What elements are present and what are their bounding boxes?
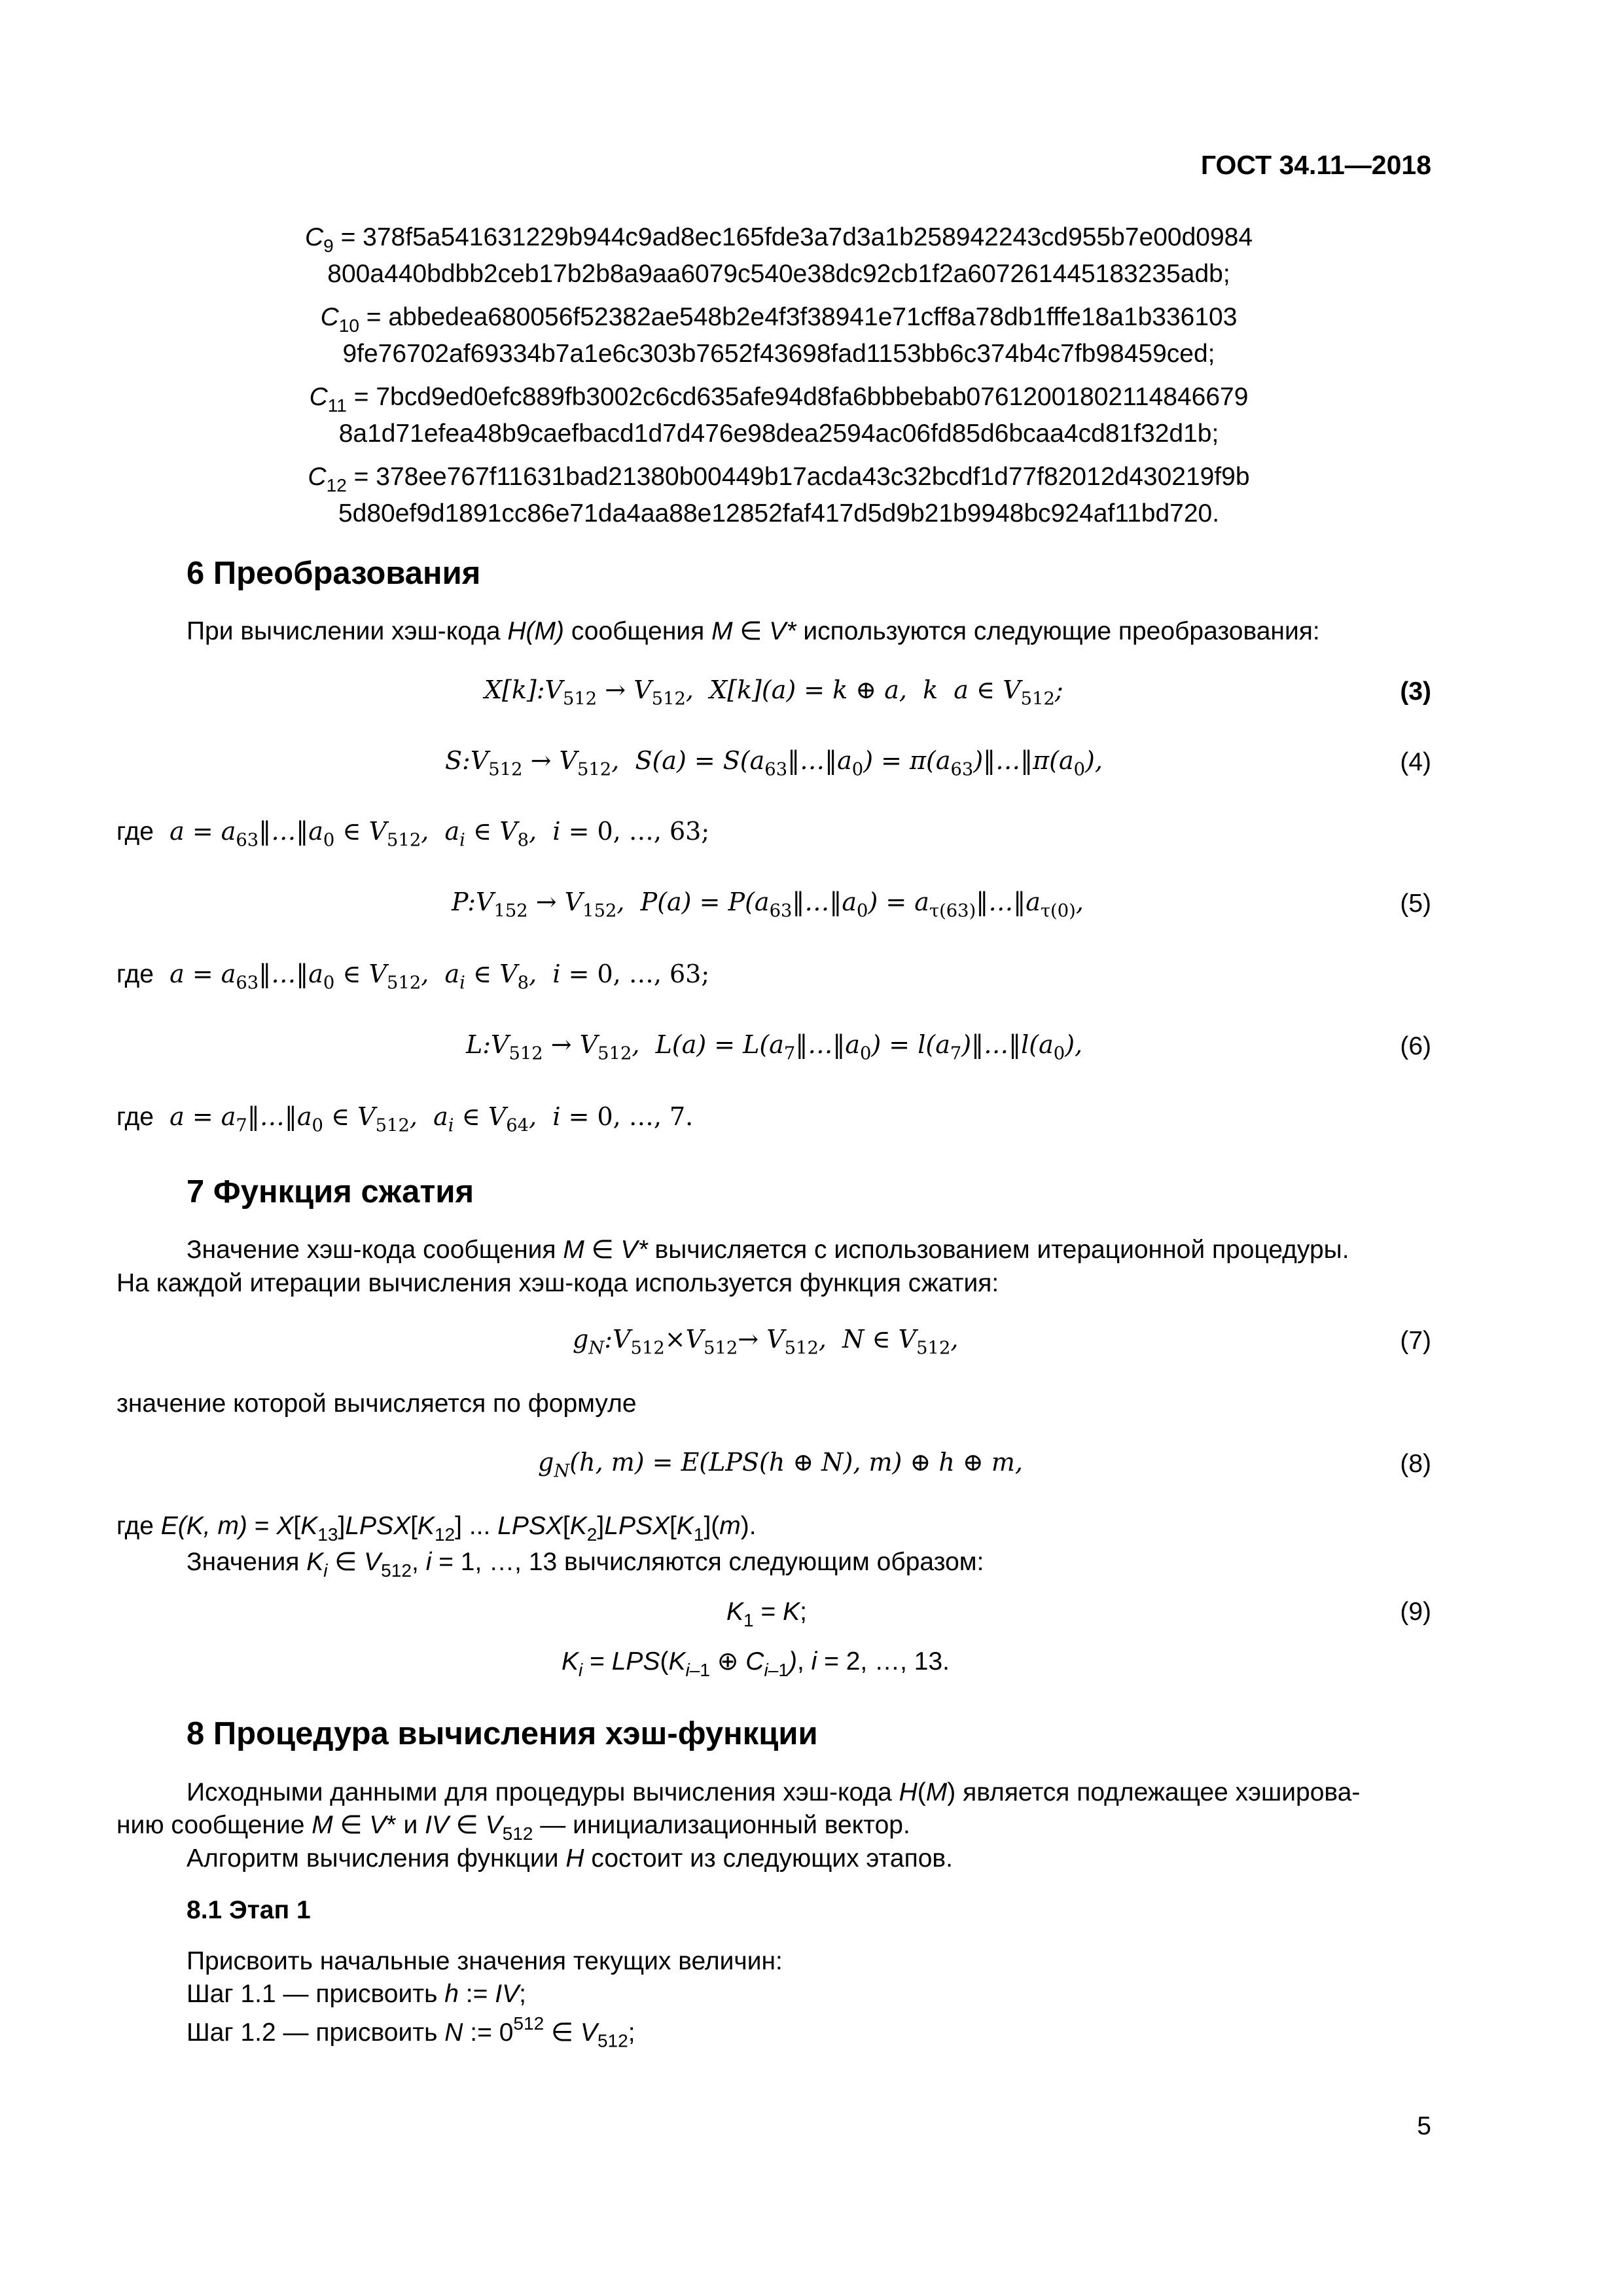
equation-7-number: (7) bbox=[1400, 1327, 1431, 1355]
equation-8-where: где E(K, $m) = X[K_{13}]LPSX[K_{12}]$ ... $LPSX[K_2]LPSX[K_1](m)$. bbox=[116, 1512, 757, 1545]
equation-5-where: где $a = a_{63}‖\dots‖a_0$ ∈ $V_{512}$, $a_i$ ∈ $V_8$, i = 0, …, 63; bbox=[116, 960, 710, 994]
document-header: ГОСТ 34.11—2018 bbox=[1200, 150, 1431, 180]
subsection-8-1-title: 8.1 Этап 1 bbox=[187, 1896, 311, 1924]
section-7-paragraph-line2: На каждой итерации вычисления хэш-кода используется функция сжатия: bbox=[116, 1269, 999, 1297]
equation-9-line2: $K_i = LPS(K_{i-1}$ ⊕ $C_{i-1}$), i = 2, …, 13. bbox=[562, 1647, 950, 1680]
step-1-2: Шаг 1.2 — присвоить N := $0^{512}$ ∈ $V_{512}$; bbox=[187, 2013, 635, 2051]
keys-description: Значения $K_i$ ∈ $V_{512}$, i = 1, …, 13 вычисляются следующим образом: bbox=[187, 1548, 984, 1581]
section-6-title: 6 Преобразования bbox=[187, 556, 481, 591]
constant-c11: $C_{11}$ = 7bcd9ed0efc889fb3002c6cd635afe94d8fa6bbbebab07612001802114846679 8a1d71efea48b9caefbacd1d7d476e98dea2594ac06fd85d6bcaa4cd81f32d1b; bbox=[309, 383, 1249, 448]
section-8-title: 8 Процедура вычисления хэш-функции bbox=[187, 1716, 818, 1751]
section-8-paragraph-line2: нию сообщение M ∈ V* и IV ∈ $V_{512}$ — инициализационный вектор. bbox=[116, 1811, 910, 1844]
step-1-1: Шаг 1.1 — присвоить h := IV; bbox=[187, 1980, 526, 2008]
equation-4: $S:V_{512} \to V_{512}$, $S(a) = S(a_{63}‖\dots‖a_0)$ = $\pi(a_{63})‖\dots‖\pi(a_0)$, bbox=[445, 746, 1103, 780]
section-6-intro: При вычислении хэш-кода H(M) сообщения M ∈ V* используются следующие преобразования: bbox=[187, 617, 1320, 645]
equation-7: $g_N:V_{512}\times V_{512}\to V_{512}$, N ∈ $V_{512}$, bbox=[573, 1325, 959, 1359]
equation-4-number: (4) bbox=[1400, 748, 1431, 776]
constant-c12: $C_{12}$ = 378ee767f11631bad21380b00449b17acda43c32bcdf1d77f82012d430219f9b 5d80ef9d1891cc86e71da4aa88e12852faf417d5d9b21b9948bc924af11bd720. bbox=[308, 463, 1250, 528]
section-7-paragraph-line1: Значение хэш-кода сообщения M ∈ V* вычисляется с использованием итерационной процедуры. bbox=[187, 1236, 1349, 1264]
section-8-paragraph-line1: Исходными данными для процедуры вычисления хэш-кода H(M) является подлежащее хэширова- bbox=[187, 1778, 1361, 1806]
constant-c9: $C_9 = 378f5a541631229b944c9ad8ec165fde3a7d3a1b258942243cd955b7e00d0984$ 800a440bdbb2ceb17b2b8a9aa6079c540e38dc92cb1f2a607261445183235adb; bbox=[304, 223, 1253, 289]
equation-3: $X[k]:V_{512} \to V_{512}$, X[k](a) = k ⊕ a, k a ∈ $V_{512}$; bbox=[484, 675, 1063, 709]
equation-6: $L:V_{512} \to V_{512}$, $L(a) = L(a_7‖\dots‖a_0)$ = $l(a_7)‖\dots‖l(a_0)$, bbox=[466, 1030, 1083, 1064]
formula-intro: значение которой вычисляется по формуле bbox=[116, 1390, 637, 1418]
equation-5-number: (5) bbox=[1400, 889, 1431, 918]
equation-9-line1: $K_1 = K$; bbox=[726, 1598, 807, 1630]
equation-3-number: (3) bbox=[1400, 677, 1431, 706]
step-intro: Присвоить начальные значения текущих величин: bbox=[187, 1947, 783, 1975]
equation-4-where: где $a = a_{63}‖\dots‖a_0$ ∈ $V_{512}$, $a_i$ ∈ $V_8$, i = 0, …, 63; bbox=[116, 817, 710, 851]
constant-c10: $C_{10}$ = abbedea680056f52382ae548b2e4f3f38941e71cff8a78db1fffe18a1b336103 9fe76702af69334b7a1e6c303b7652f43698fad1153bb6c374b4c7fb98459ced; bbox=[320, 303, 1238, 368]
equation-6-number: (6) bbox=[1400, 1032, 1431, 1060]
page-number: 5 bbox=[1417, 2112, 1431, 2140]
equation-9-number: (9) bbox=[1400, 1598, 1431, 1626]
equation-6-where: где $a = a_7‖\dots‖a_0$ ∈ $V_{512}$, $a_i$ ∈ $V_{64}$, i = 0, …, 7. bbox=[116, 1102, 694, 1136]
equation-5: $P:V_{152} \to V_{152}$, $P(a) = P(a_{63}‖\dots‖a_0)$ = $a_{\tau(63)}‖\dots‖a_{\tau(0)}$, bbox=[452, 888, 1084, 922]
equation-8: $g_N(h$, m) = E(LPS(h ⊕ N), m) ⊕ h ⊕ m, bbox=[538, 1448, 1023, 1482]
section-8-paragraph-2: Алгоритм вычисления функции H состоит из следующих этапов. bbox=[187, 1844, 953, 1873]
equation-8-number: (8) bbox=[1400, 1450, 1431, 1478]
section-7-title: 7 Функция сжатия bbox=[187, 1174, 474, 1210]
